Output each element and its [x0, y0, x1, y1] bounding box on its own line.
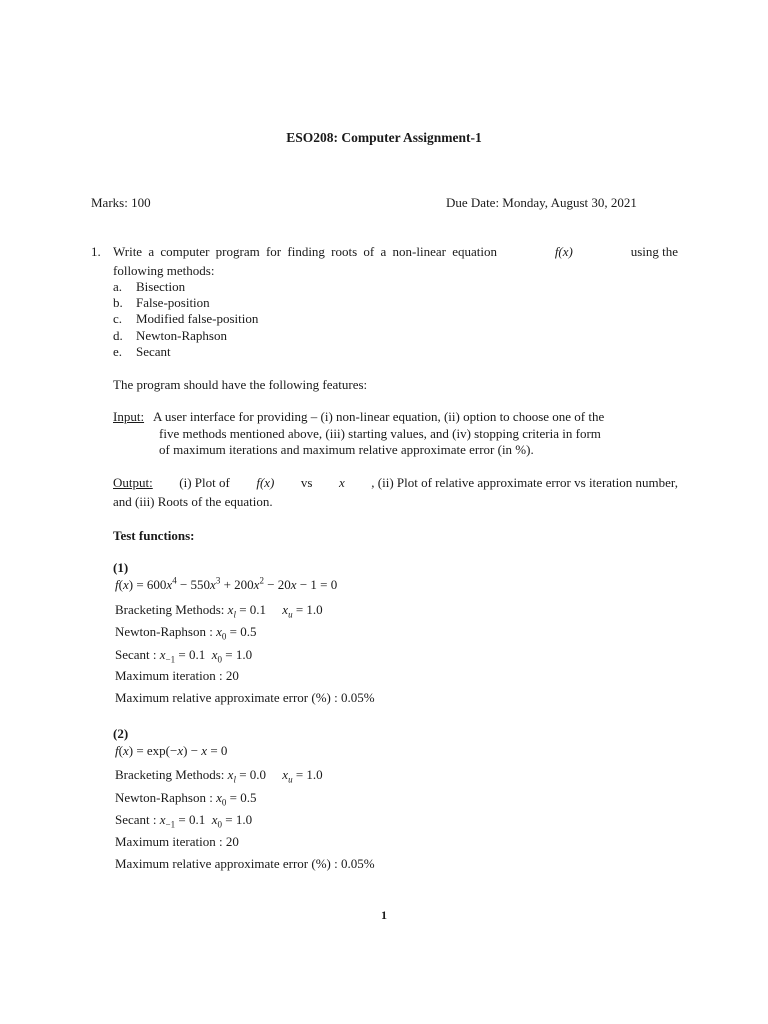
test-1-max-iter: Maximum iteration : 20: [115, 668, 239, 683]
method-name: False-position: [136, 295, 210, 310]
input-line-1: A user interface for providing – (i) non-linear equation, (ii) option to choose one of the: [153, 409, 605, 424]
method-name: Bisection: [136, 279, 186, 294]
test-2-label: (2): [113, 726, 129, 741]
question-number: 1.: [91, 244, 101, 259]
question-line-1-end: using the: [630, 244, 678, 259]
output-x: x: [338, 475, 345, 490]
marks-text: Marks: 100: [91, 195, 151, 210]
page-number: 1: [381, 908, 387, 922]
test-2-equation: f(x) = exp(−x) − x = 0: [115, 743, 228, 758]
due-date-text: Due Date: Monday, August 30, 2021: [446, 195, 637, 210]
test-2-bracketing: Bracketing Methods: $x_l = 0.0$ $x_u = 1.0$: [115, 767, 323, 785]
test-1-newton: Newton-Raphson : $x_0 = 0.5$: [115, 624, 257, 642]
output-fx: f(x): [256, 475, 275, 490]
page-title: ESO208: Computer Assignment-1: [286, 130, 482, 145]
question-fx: f(x): [554, 244, 573, 259]
output-part-a: (i) Plot of: [179, 475, 230, 490]
method-name: Modified false-position: [136, 311, 259, 326]
method-letter: d.: [113, 328, 123, 343]
input-line-3: of maximum iterations and maximum relative approximate error (in %).: [159, 442, 534, 457]
output-label: Output:: [113, 475, 153, 490]
test-2-max-iter: Maximum iteration : 20: [115, 834, 239, 849]
input-label: [113, 409, 144, 425]
output-part-b: vs: [300, 475, 313, 490]
method-name: Secant: [136, 344, 171, 359]
method-letter: a.: [113, 279, 123, 294]
input-line-2: five methods mentioned above, (iii) starting values, and (iv) stopping criteria in form: [159, 426, 601, 441]
test-2-max-err: Maximum relative approximate error (%) : 0.05%: [115, 856, 375, 871]
method-letter: e.: [113, 344, 123, 359]
bracketing-label: Bracketing Methods:: [115, 602, 225, 617]
output-line-1: [113, 475, 678, 491]
features-intro: The program should have the following features:: [113, 377, 368, 392]
question-line-2: following methods:: [113, 263, 215, 278]
test-functions-heading: Test functions:: [113, 528, 195, 543]
test-2-secant: Secant : $x_{-1} = 0.1$ $x_0 = 1.0$: [115, 812, 253, 830]
bracketing-label: Bracketing Methods:: [115, 767, 225, 782]
test-1-secant: Secant : $x_{-1} = 0.1$ $x_0 = 1.0$: [115, 647, 253, 665]
test-2-newton: Newton-Raphson : $x_0 = 0.5$: [115, 790, 257, 808]
method-letter: b.: [113, 295, 123, 310]
method-name: Newton-Raphson: [136, 328, 227, 343]
method-letter: c.: [113, 311, 123, 326]
test-1-max-err: Maximum relative approximate error (%) : 0.05%: [115, 690, 375, 705]
output-line-2: and (iii) Roots of the equation.: [113, 494, 273, 509]
question-line-1-text: Write a computer program for finding roots of a non-linear equation: [113, 244, 497, 259]
question-line-1: [113, 244, 678, 260]
test-1-label: (1): [113, 560, 129, 575]
output-part-c: , (ii) Plot of relative approximate error vs iteration number,: [371, 475, 678, 490]
input-label-text: Input:: [113, 409, 145, 424]
test-1-equation: $f(x) = 600x^4 - 550x^3 + 200x^2 - 20x - 1 = 0$: [115, 575, 338, 592]
test-1-bracketing: Bracketing Methods: $x_l = 0.1$ $x_u = 1.0$: [115, 602, 323, 620]
